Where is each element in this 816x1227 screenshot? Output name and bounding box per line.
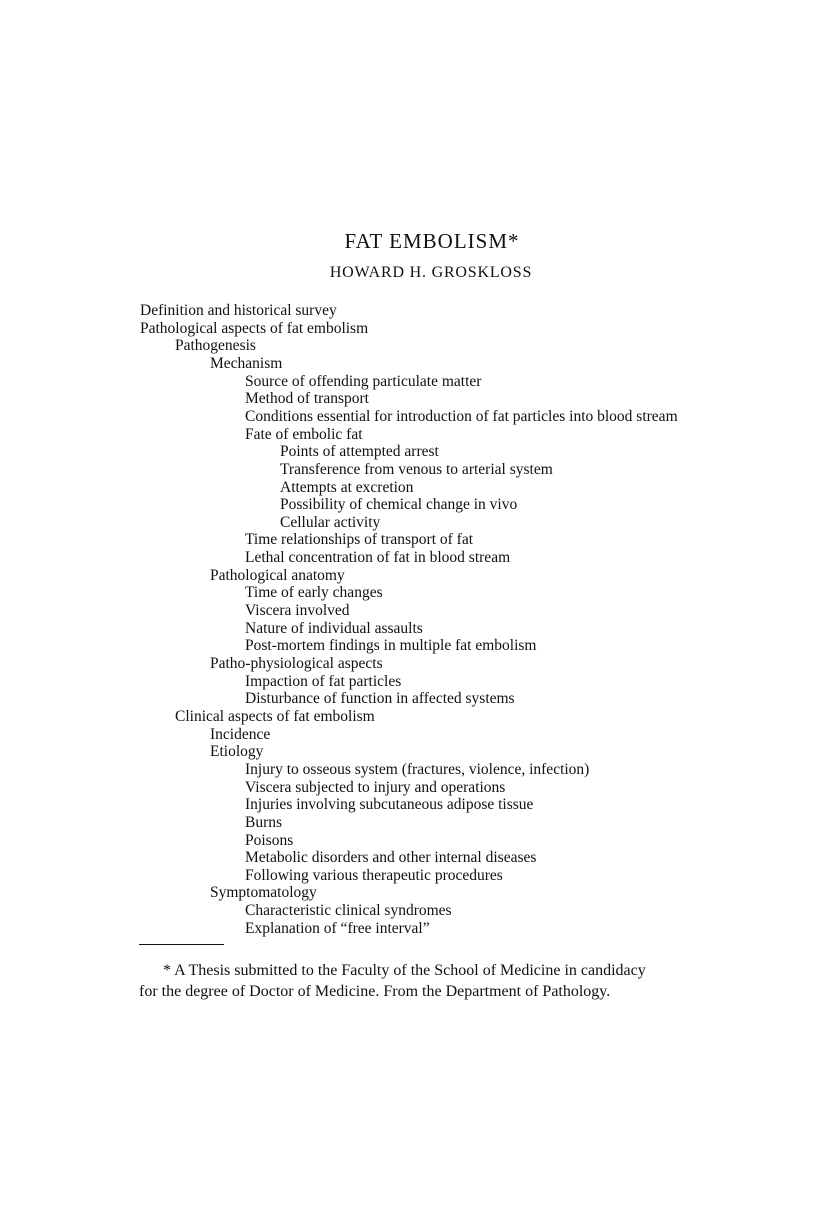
footnote xyxy=(139,960,679,1002)
outline-item: Etiology xyxy=(210,743,264,761)
footnote-line: * A Thesis submitted to the Faculty of the School of Medicine in candidacy xyxy=(163,962,646,979)
outline-item: Incidence xyxy=(210,725,271,743)
outline-item: Fate of embolic fat xyxy=(245,425,363,443)
outline-item: Viscera involved xyxy=(245,602,350,620)
outline-item: Burns xyxy=(245,813,283,831)
outline-item: Attempts at excretion xyxy=(280,478,414,496)
outline-item: Nature of individual assaults xyxy=(245,619,423,637)
outline-item: Injuries involving subcutaneous adipose tissue xyxy=(245,796,534,814)
outline-item: Source of offending particulate matter xyxy=(245,372,482,390)
outline-item: Mechanism xyxy=(210,354,283,372)
outline-item: Impaction of fat particles xyxy=(245,672,402,690)
outline-item: Lethal concentration of fat in blood stream xyxy=(245,549,511,567)
outline-item: Cellular activity xyxy=(280,513,381,531)
outline-item: Post-mortem findings in multiple fat embolism xyxy=(245,637,537,655)
footnote-divider xyxy=(139,944,224,945)
outline-item: Conditions essential for introduction of fat particles into blood stream xyxy=(245,407,678,425)
page-title: FAT EMBOLISM* xyxy=(344,229,520,253)
outline-item: Time of early changes xyxy=(245,584,383,602)
outline-item: Transference from venous to arterial system xyxy=(280,460,553,478)
outline-item: Definition and historical survey xyxy=(140,302,337,319)
outline-item: Patho-physiological aspects xyxy=(210,655,383,672)
outline-item: Injury to osseous system (fractures, violence, infection) xyxy=(245,760,590,778)
outline-item: Points of attempted arrest xyxy=(280,443,439,461)
outline-item: Poisons xyxy=(245,831,294,849)
footnote-line: for the degree of Doctor of Medicine. From the Department of Pathology. xyxy=(139,983,611,1000)
outline-item: Method of transport xyxy=(245,390,369,408)
outline-item: Time relationships of transport of fat xyxy=(245,531,474,549)
outline-item: Symptomatology xyxy=(210,884,317,902)
author-name: HOWARD H. GROSKLOSS xyxy=(329,264,533,281)
outline-item: Following various therapeutic procedures xyxy=(245,866,503,884)
outline-item: Pathological aspects of fat embolism xyxy=(140,319,369,337)
outline-item: Explanation of “free interval” xyxy=(245,919,430,937)
outline-item: Metabolic disorders and other internal diseases xyxy=(245,849,537,867)
outline-item: Pathogenesis xyxy=(175,337,256,355)
outline-item: Possibility of chemical change in vivo xyxy=(280,496,518,514)
outline-item: Characteristic clinical syndromes xyxy=(245,902,452,920)
outline-item: Clinical aspects of fat embolism xyxy=(175,707,375,725)
outline-item: Pathological anatomy xyxy=(210,566,345,584)
outline-item: Disturbance of function in affected systems xyxy=(245,690,515,708)
outline-item: Viscera subjected to injury and operations xyxy=(245,778,506,796)
